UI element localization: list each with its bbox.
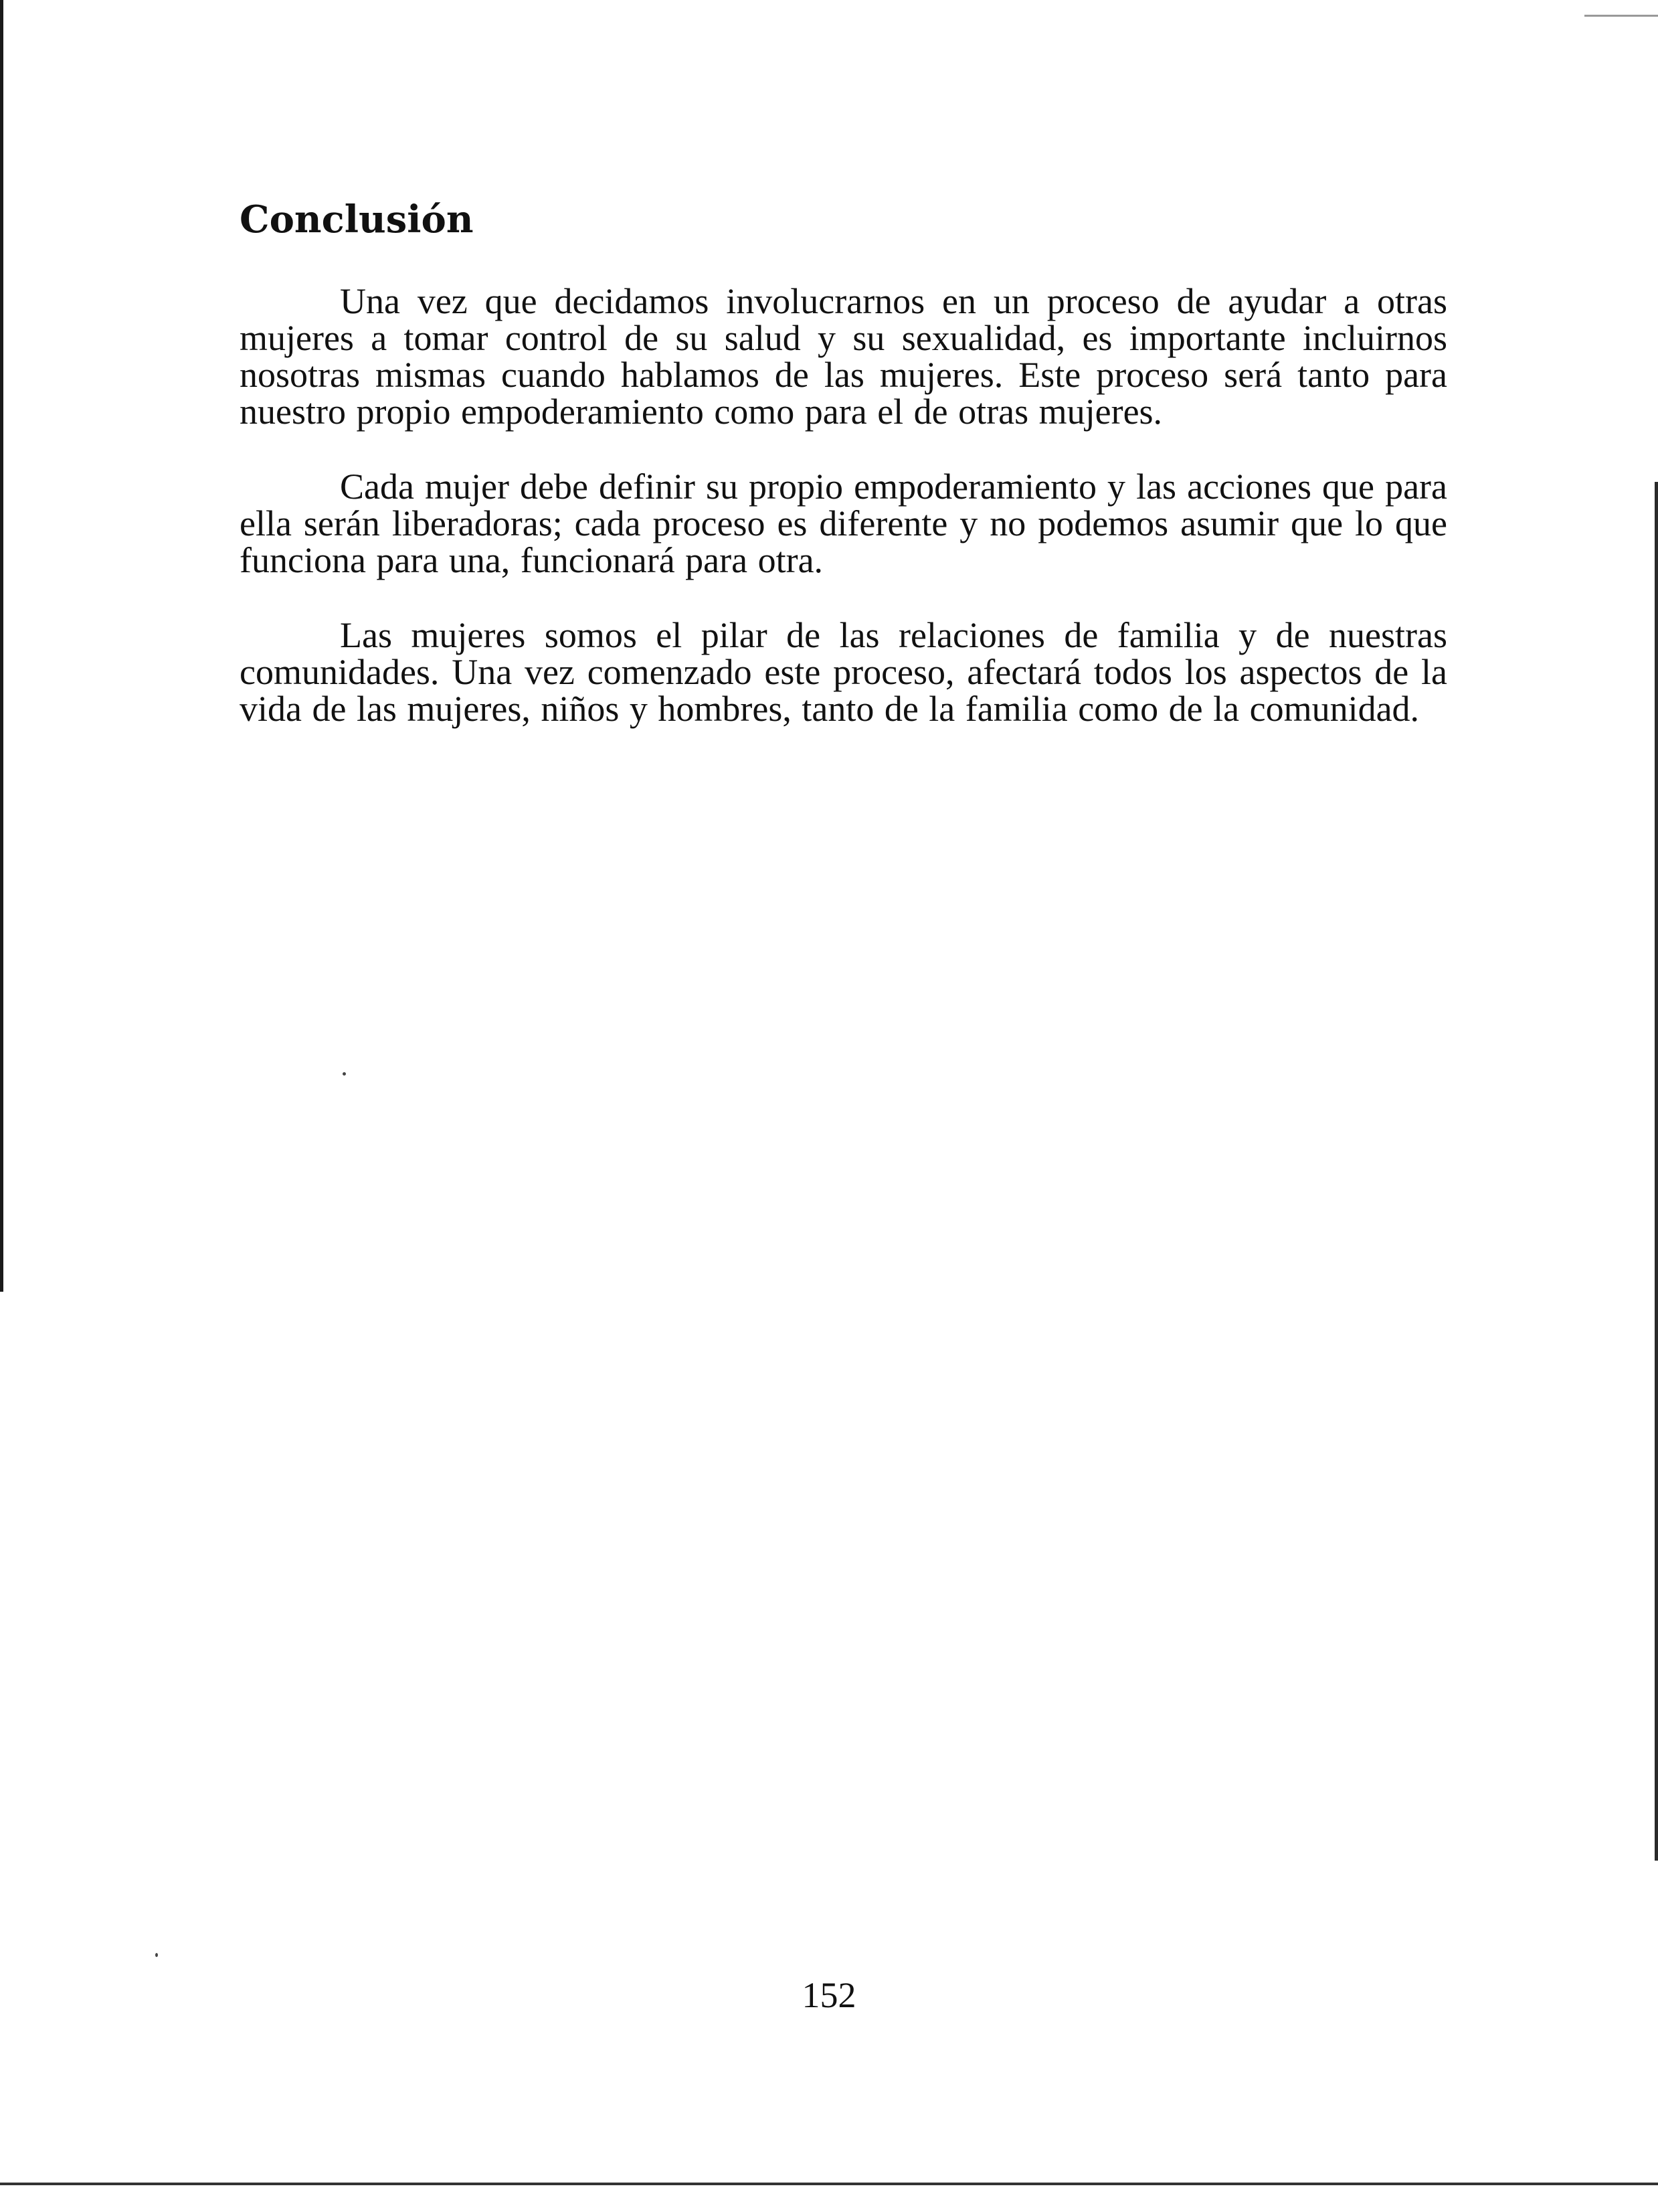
paragraph-2: Cada mujer debe definir su propio empoderamiento y las acciones que para ella serán liberadoras; cada proceso es diferente y no podemos asumir que lo que funciona para una, funcionará para otra. [240,466,1447,580]
paragraph-1: Una vez que decidamos involucrarnos en un proceso de ayudar a otras mujeres a tomar control de su salud y su sexualidad, es importante incluirnos nosotras mismas cuando hablamos de las mujeres. Este proceso será tanto para nuestro propio empoderamiento como para el de otras mujeres. [240,281,1447,432]
scan-edge-bottom [0,2183,1658,2212]
paragraph-3: Las mujeres somos el pilar de las relaciones de familia y de nuestras comunidades. Una vez comenzado este proceso, afectará todos los aspectos de la vida de las mujeres, niños y hombres, tanto de la familia como de la comunidad. [240,615,1447,729]
scan-edge-right-top [1584,15,1658,17]
page-content [240,197,1447,766]
scan-edge-left [0,0,3,1292]
scan-speck [343,1072,346,1076]
scan-edge-right [1655,482,1658,1861]
page-number: 152 [802,1975,856,2015]
section-heading: Conclusión [240,197,474,242]
scan-speck [155,1953,158,1957]
